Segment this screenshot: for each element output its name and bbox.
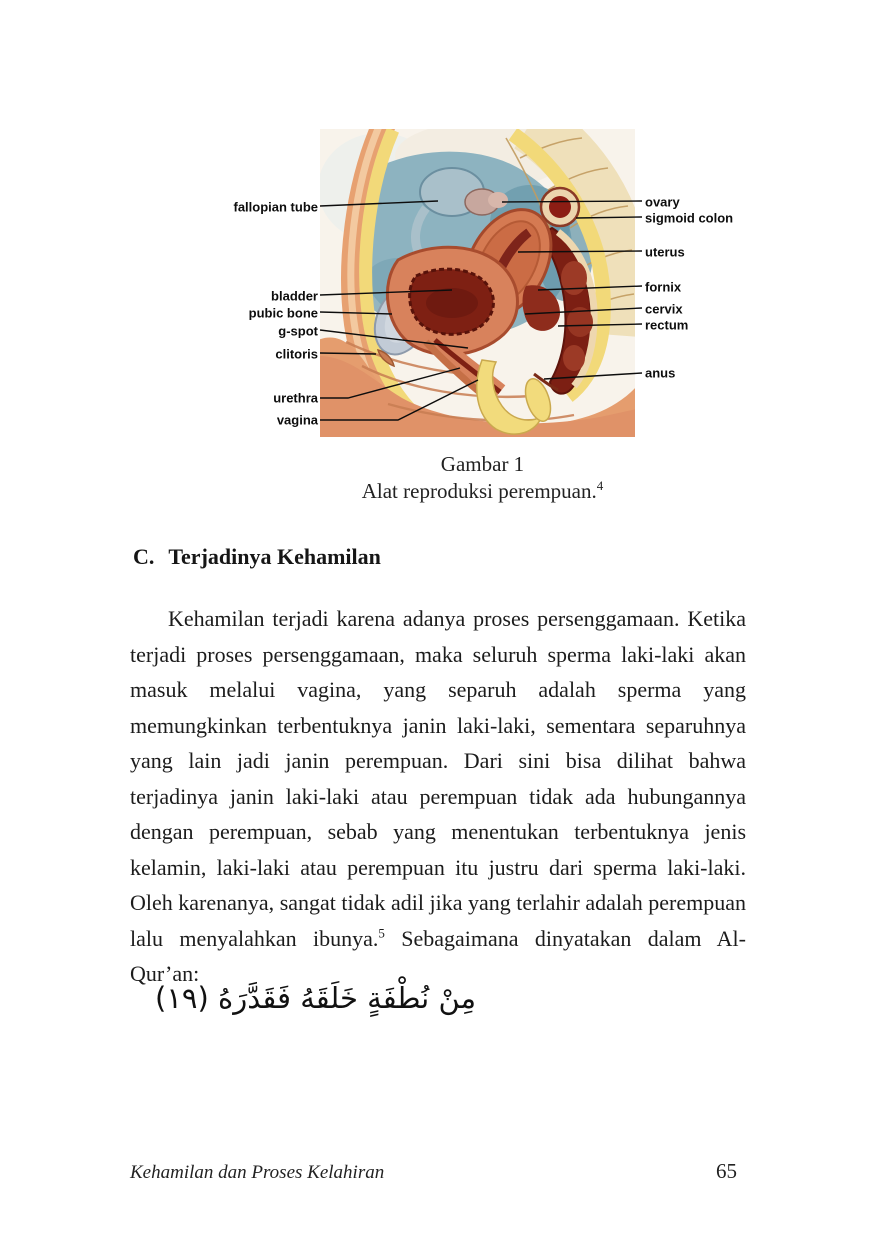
figure-label-fallopian-tube: fallopian tube bbox=[233, 199, 318, 215]
figure-caption-title bbox=[230, 478, 735, 505]
body-paragraph-text: Kehamilan terjadi karena adanya proses persenggamaan. Ketika terjadi proses persenggamaan, maka seluruh sperma laki-laki akan masuk melalui vagina, yang separuh adalah sperma yang memungkinkan terbentuknya janin laki-laki, sementara separuhnya yang lain jadi janin perempuan. Dari sini bisa dilihat bahwa terjadinya janin laki-laki atau perempuan tidak ada hubungannya dengan perempuan, sebab yang menentukan terbentuknya jenis kelamin, laki-laki atau perempuan itu justru dari sperma laki-laki. Oleh karenanya, sangat tidak adil jika yang terlahir adalah perempuan lalu menyalahkan ibunya. bbox=[130, 606, 746, 951]
figure-label-pubic-bone: pubic bone bbox=[248, 305, 318, 321]
figure-label-anus: anus bbox=[645, 365, 676, 381]
figure-label-cervix: cervix bbox=[645, 301, 683, 317]
body-paragraph bbox=[130, 601, 746, 992]
caption-footnote-marker: 4 bbox=[596, 478, 604, 493]
figure-caption-title-text: Alat reproduksi perempuan. bbox=[361, 479, 597, 503]
figure-label-rectum: rectum bbox=[645, 317, 689, 333]
figure-label-g-spot: g-spot bbox=[278, 323, 318, 339]
figure-label-ovary: ovary bbox=[645, 194, 680, 210]
section-heading-number: C. bbox=[133, 544, 155, 569]
section-heading bbox=[133, 544, 381, 570]
page-number: 65 bbox=[716, 1159, 737, 1183]
figure-label-clitoris: clitoris bbox=[275, 346, 318, 362]
figure-label-bladder: bladder bbox=[271, 288, 318, 304]
figure-label-sigmoid-colon: sigmoid colon bbox=[645, 210, 734, 226]
figure-label-urethra: urethra bbox=[273, 390, 318, 406]
section-heading-title: Terjadinya Kehamilan bbox=[168, 544, 381, 569]
anatomy-illustration bbox=[318, 128, 637, 438]
figure bbox=[230, 128, 735, 438]
anatomy-diagram bbox=[230, 128, 735, 438]
footer-running-title: Kehamilan dan Proses Kelahiran bbox=[130, 1162, 385, 1183]
figure-label-fornix: fornix bbox=[645, 279, 682, 295]
figure-caption bbox=[230, 451, 735, 505]
figure-label-vagina: vagina bbox=[276, 412, 318, 428]
quran-verse-arabic: مِنْ نُطْفَةٍ خَلَقَهُ فَقَدَّرَهُ (١٩) bbox=[155, 981, 477, 1015]
figure-caption-number: Gambar 1 bbox=[440, 452, 525, 476]
body-footnote-marker: 5 bbox=[378, 925, 385, 941]
figure-label-uterus: uterus bbox=[645, 244, 685, 260]
body-paragraph-text-after-footnote: Sebagaimana dinyatakan dalam Al-Qur’an: bbox=[130, 925, 746, 986]
